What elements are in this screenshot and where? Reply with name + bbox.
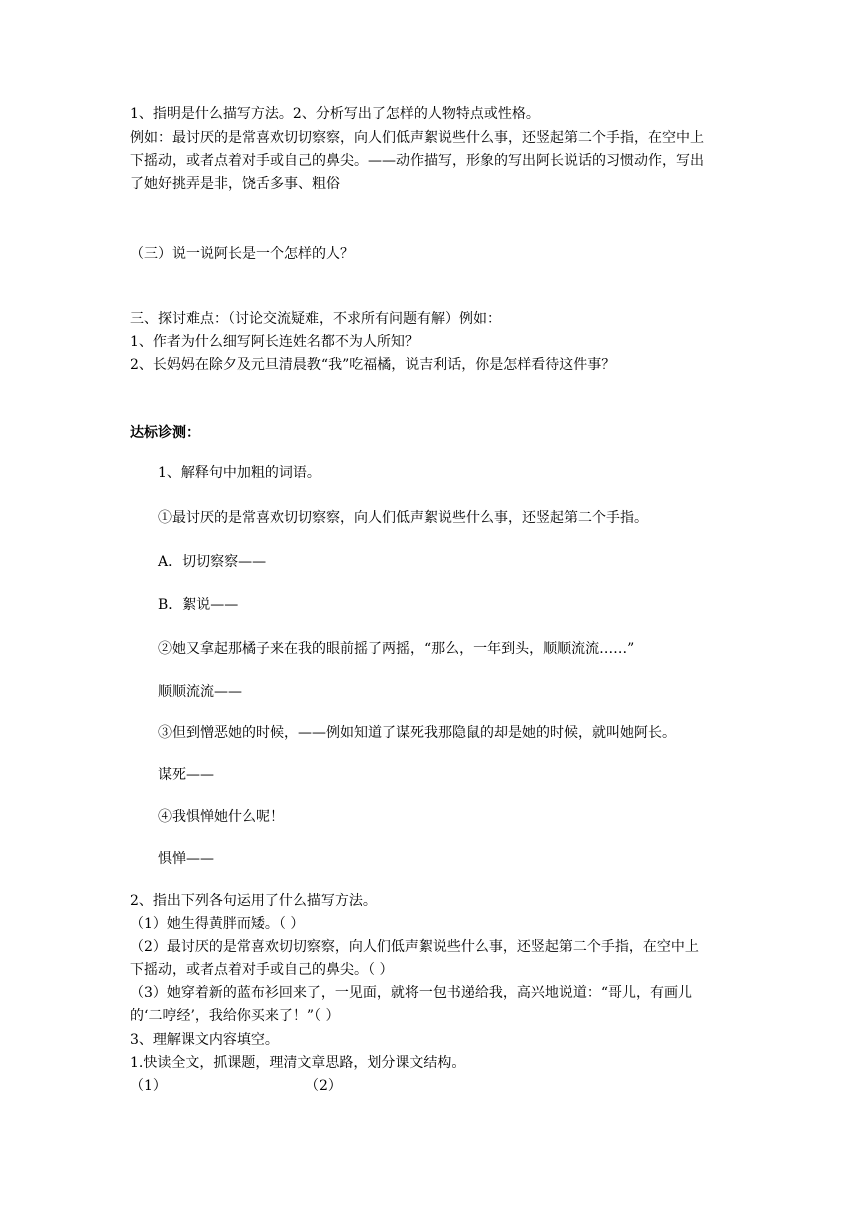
- answer-4: 惧惮——: [158, 851, 214, 867]
- sentence-2: ②她又拿起那橘子来在我的眼前摇了两摇，“那么，一年到头，顺顺流流……”: [158, 641, 635, 657]
- part3-blank-2: （2）: [305, 1078, 342, 1094]
- answer-3: 谋死——: [158, 767, 214, 783]
- answer-1a: A．切切察察——: [158, 554, 267, 570]
- part2-question-1: （1）她生得黄胖而矮。（ ）: [130, 916, 305, 932]
- answer-1b: B．絮说——: [158, 597, 239, 613]
- part2-question-3a: （3）她穿着新的蓝布衫回来了，一见面，就将一包书递给我，高兴地说道：“哥儿，有画儿: [130, 985, 693, 1001]
- part2-question-3b: 的‘二哼经’，我给你买来了！”（ ）: [130, 1008, 340, 1024]
- difficulty-question-2: 2、长妈妈在除夕及元旦清晨教“我”吃福橘，说吉利话，你是怎样看待这件事？: [130, 357, 616, 373]
- example-line-1: 例如：最讨厌的是常喜欢切切察察，向人们低声絮说些什么事，还竖起第二个手指，在空中上: [130, 130, 704, 146]
- difficulty-question-1: 1、作者为什么细写阿长连姓名都不为人所知？: [130, 334, 419, 350]
- question-heading: （三）说一说阿长是一个怎样的人？: [130, 246, 354, 262]
- part3-question-1: 1.快读全文，抓课题，理清文章思路，划分课文结构。: [130, 1055, 466, 1071]
- part2-title: 2、指出下列各句运用了什么描写方法。: [130, 893, 377, 909]
- example-line-2: 下摇动，或者点着对手或自己的鼻尖。——动作描写，形象的写出阿长说话的习惯动作，写出: [130, 153, 704, 169]
- difficulty-heading: 三、探讨难点：（讨论交流疑难，不求所有问题有解）例如：: [130, 311, 501, 327]
- sentence-1: ①最讨厌的是常喜欢切切察察，向人们低声絮说些什么事，还竖起第二个手指。: [158, 510, 648, 526]
- part3-blank-1: （1）: [130, 1078, 167, 1094]
- test-item-1: 1、解释句中加粗的词语。: [158, 465, 321, 481]
- part3-title: 3、理解课文内容填空。: [130, 1032, 279, 1048]
- sentence-4: ④我惧惮她什么呢！: [158, 809, 284, 825]
- answer-2: 顺顺流流——: [158, 684, 242, 700]
- sentence-3: ③但到憎恶她的时候，——例如知道了谋死我那隐鼠的却是她的时候，就叫她阿长。: [158, 725, 676, 741]
- test-title: 达标诊测：: [130, 425, 200, 441]
- instruction-line: 1、指明是什么描写方法。2、分析写出了怎样的人物特点或性格。: [130, 106, 540, 122]
- part2-question-2b: 下摇动，或者点着对手或自己的鼻尖。（ ）: [130, 962, 394, 978]
- example-line-3: 了她好挑弄是非，饶舌多事、粗俗: [130, 176, 340, 192]
- part2-question-2a: （2）最讨厌的是常喜欢切切察察，向人们低声絮说些什么事，还竖起第二个手指，在空中上: [130, 939, 699, 955]
